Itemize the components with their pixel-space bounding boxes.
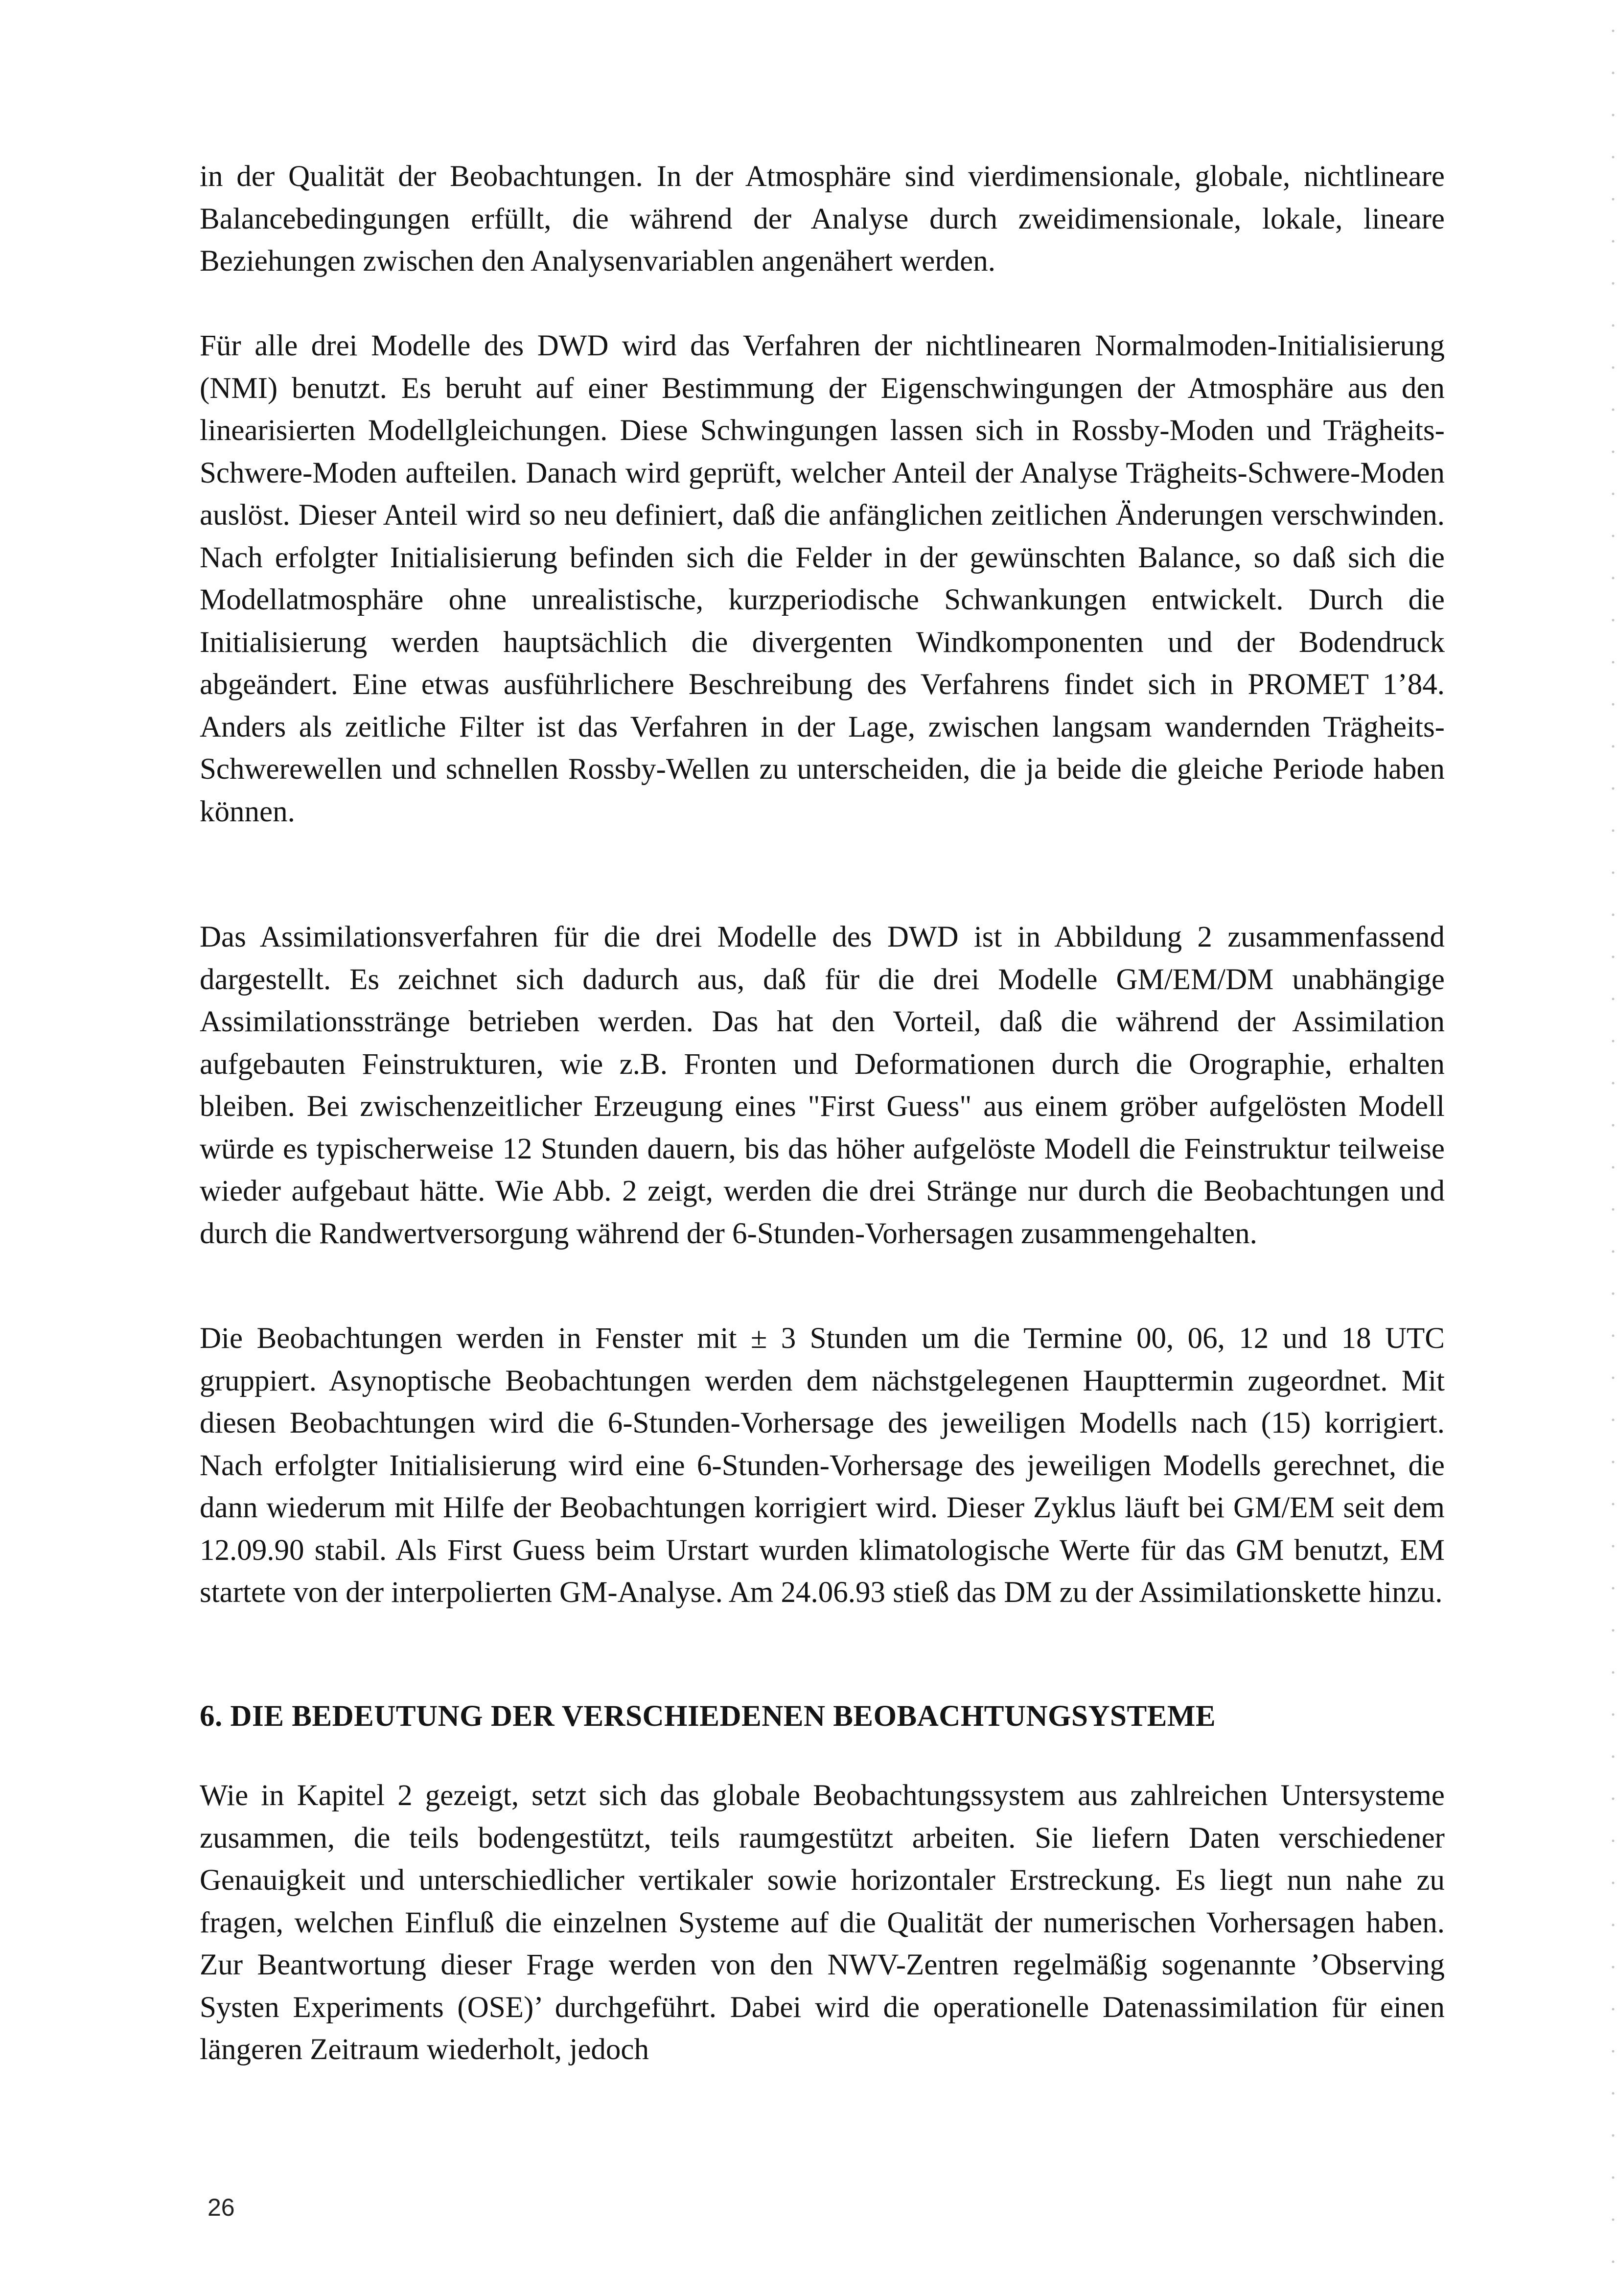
paragraph-beobachtungen: Die Beobachtungen werden in Fenster mit ± 3 Stunden um die Termine 00, 06, 12 und 18 UTC gruppiert. Asynoptische Beobachtungen werden dem nächstgelegenen Haupttermin zugeordnet. Mit diesen Beobachtungen wird die 6-Stunden-Vorhersage des jeweiligen Modells nach (15) korrigiert. Nach erfolgter Initialisierung wird eine 6-Stunden-Vorhersage des jeweiligen Modells gerechnet, die dann wiederum mit Hilfe der Beobachtungen korrigiert wird. Dieser Zyklus läuft bei GM/EM seit dem 12.09.90 stabil. Als First Guess beim Urstart wurden klimatologische Werte für das GM benutzt, EM startete von der interpolierten GM-Analyse. Am 24.06.93 stieß das DM zu der Assimilationskette hinzu. [200, 1322, 1445, 1609]
page-number: 26 [208, 2194, 235, 2221]
paragraph-beobachtungssystem: Wie in Kapitel 2 gezeigt, setzt sich das globale Beobachtungssystem aus zahlreichen Untersysteme zusammen, die teils bodengestützt, teils raumgestützt arbeiten. Sie liefern Daten verschiedener Genauigkeit und unterschiedlicher vertikaler sowie horizontaler Erstreckung. Es liegt nun nahe zu fragen, welchen Einfluß die einzelnen Systeme auf die Qualität der numerischen Vorhersagen haben. Zur Beantwortung dieser Frage werden von den NWV-Zentren regelmäßig sogenannte ’Observing Systen Experiments (OSE)’ durchgeführt. Dabei wird die operationelle Datenassimilation für einen längeren Zeitraum wiederholt, jedoch [200, 1779, 1445, 2066]
paragraph-initialisierung: Für alle drei Modelle des DWD wird das Verfahren der nichtlinearen Normalmoden-Initialisierung (NMI) benutzt. Es beruht auf einer Bestimmung der Eigenschwingungen der Atmosphäre aus den linearisierten Modellgleichungen. Diese Schwingungen lassen sich in Rossby-Moden und Trägheits-Schwere-Moden aufteilen. Danach wird geprüft, welcher Anteil der Analyse Trägheits-Schwere-Moden auslöst. Dieser Anteil wird so neu definiert, daß die anfänglichen zeitlichen Änderungen verschwinden. Nach erfolgter Initialisierung befinden sich die Felder in der gewünschten Balance, so daß sich die Modellatmosphäre ohne unrealistische, kurzperiodische Schwankungen entwickelt. Durch die Initialisierung werden hauptsächlich die divergenten Windkomponenten und der Bodendruck abgeändert. Eine etwas ausführlichere Beschreibung des Verfahrens findet sich in PROMET 1’84. Anders als zeitliche Filter ist das Verfahren in der Lage, zwischen langsam wandernden Trägheits-Schwerewellen und schnellen Rossby-Wellen zu unterscheiden, die ja beide die gleiche Periode haben können. [200, 329, 1445, 828]
scan-edge-marks [1597, 0, 1617, 2296]
section-heading: 6. DIE BEDEUTUNG DER VERSCHIEDENEN BEOBACHTUNGSYSTEME [200, 1700, 1216, 1733]
paragraph-qualitaet: in der Qualität der Beobachtungen. In der Atmosphäre sind vierdimensionale, globale, nichtlineare Balancebedingungen erfüllt, die während der Analyse durch zweidimensionale, lokale, lineare Beziehungen zwischen den Analysenvariablen angenähert werden. [200, 160, 1445, 278]
paragraph-assimilationsverfahren: Das Assimilationsverfahren für die drei Modelle des DWD ist in Abbildung 2 zusammenfassend dargestellt. Es zeichnet sich dadurch aus, daß für die drei Modelle GM/EM/DM unabhängige Assimilationsstränge betrieben werden. Das hat den Vorteil, daß die während der Assimilation aufgebauten Feinstrukturen, wie z.B. Fronten und Deformationen durch die Orographie, erhalten bleiben. Bei zwischenzeitlicher Erzeugung eines "First Guess" aus einem gröber aufgelösten Modell würde es typischerweise 12 Stunden dauern, bis das höher aufgelöste Modell die Feinstruktur teilweise wieder aufgebaut hätte. Wie Abb. 2 zeigt, werden die drei Stränge nur durch die Beobachtungen und durch die Randwertversorgung während der 6-Stunden-Vorhersagen zusammengehalten. [200, 921, 1445, 1250]
